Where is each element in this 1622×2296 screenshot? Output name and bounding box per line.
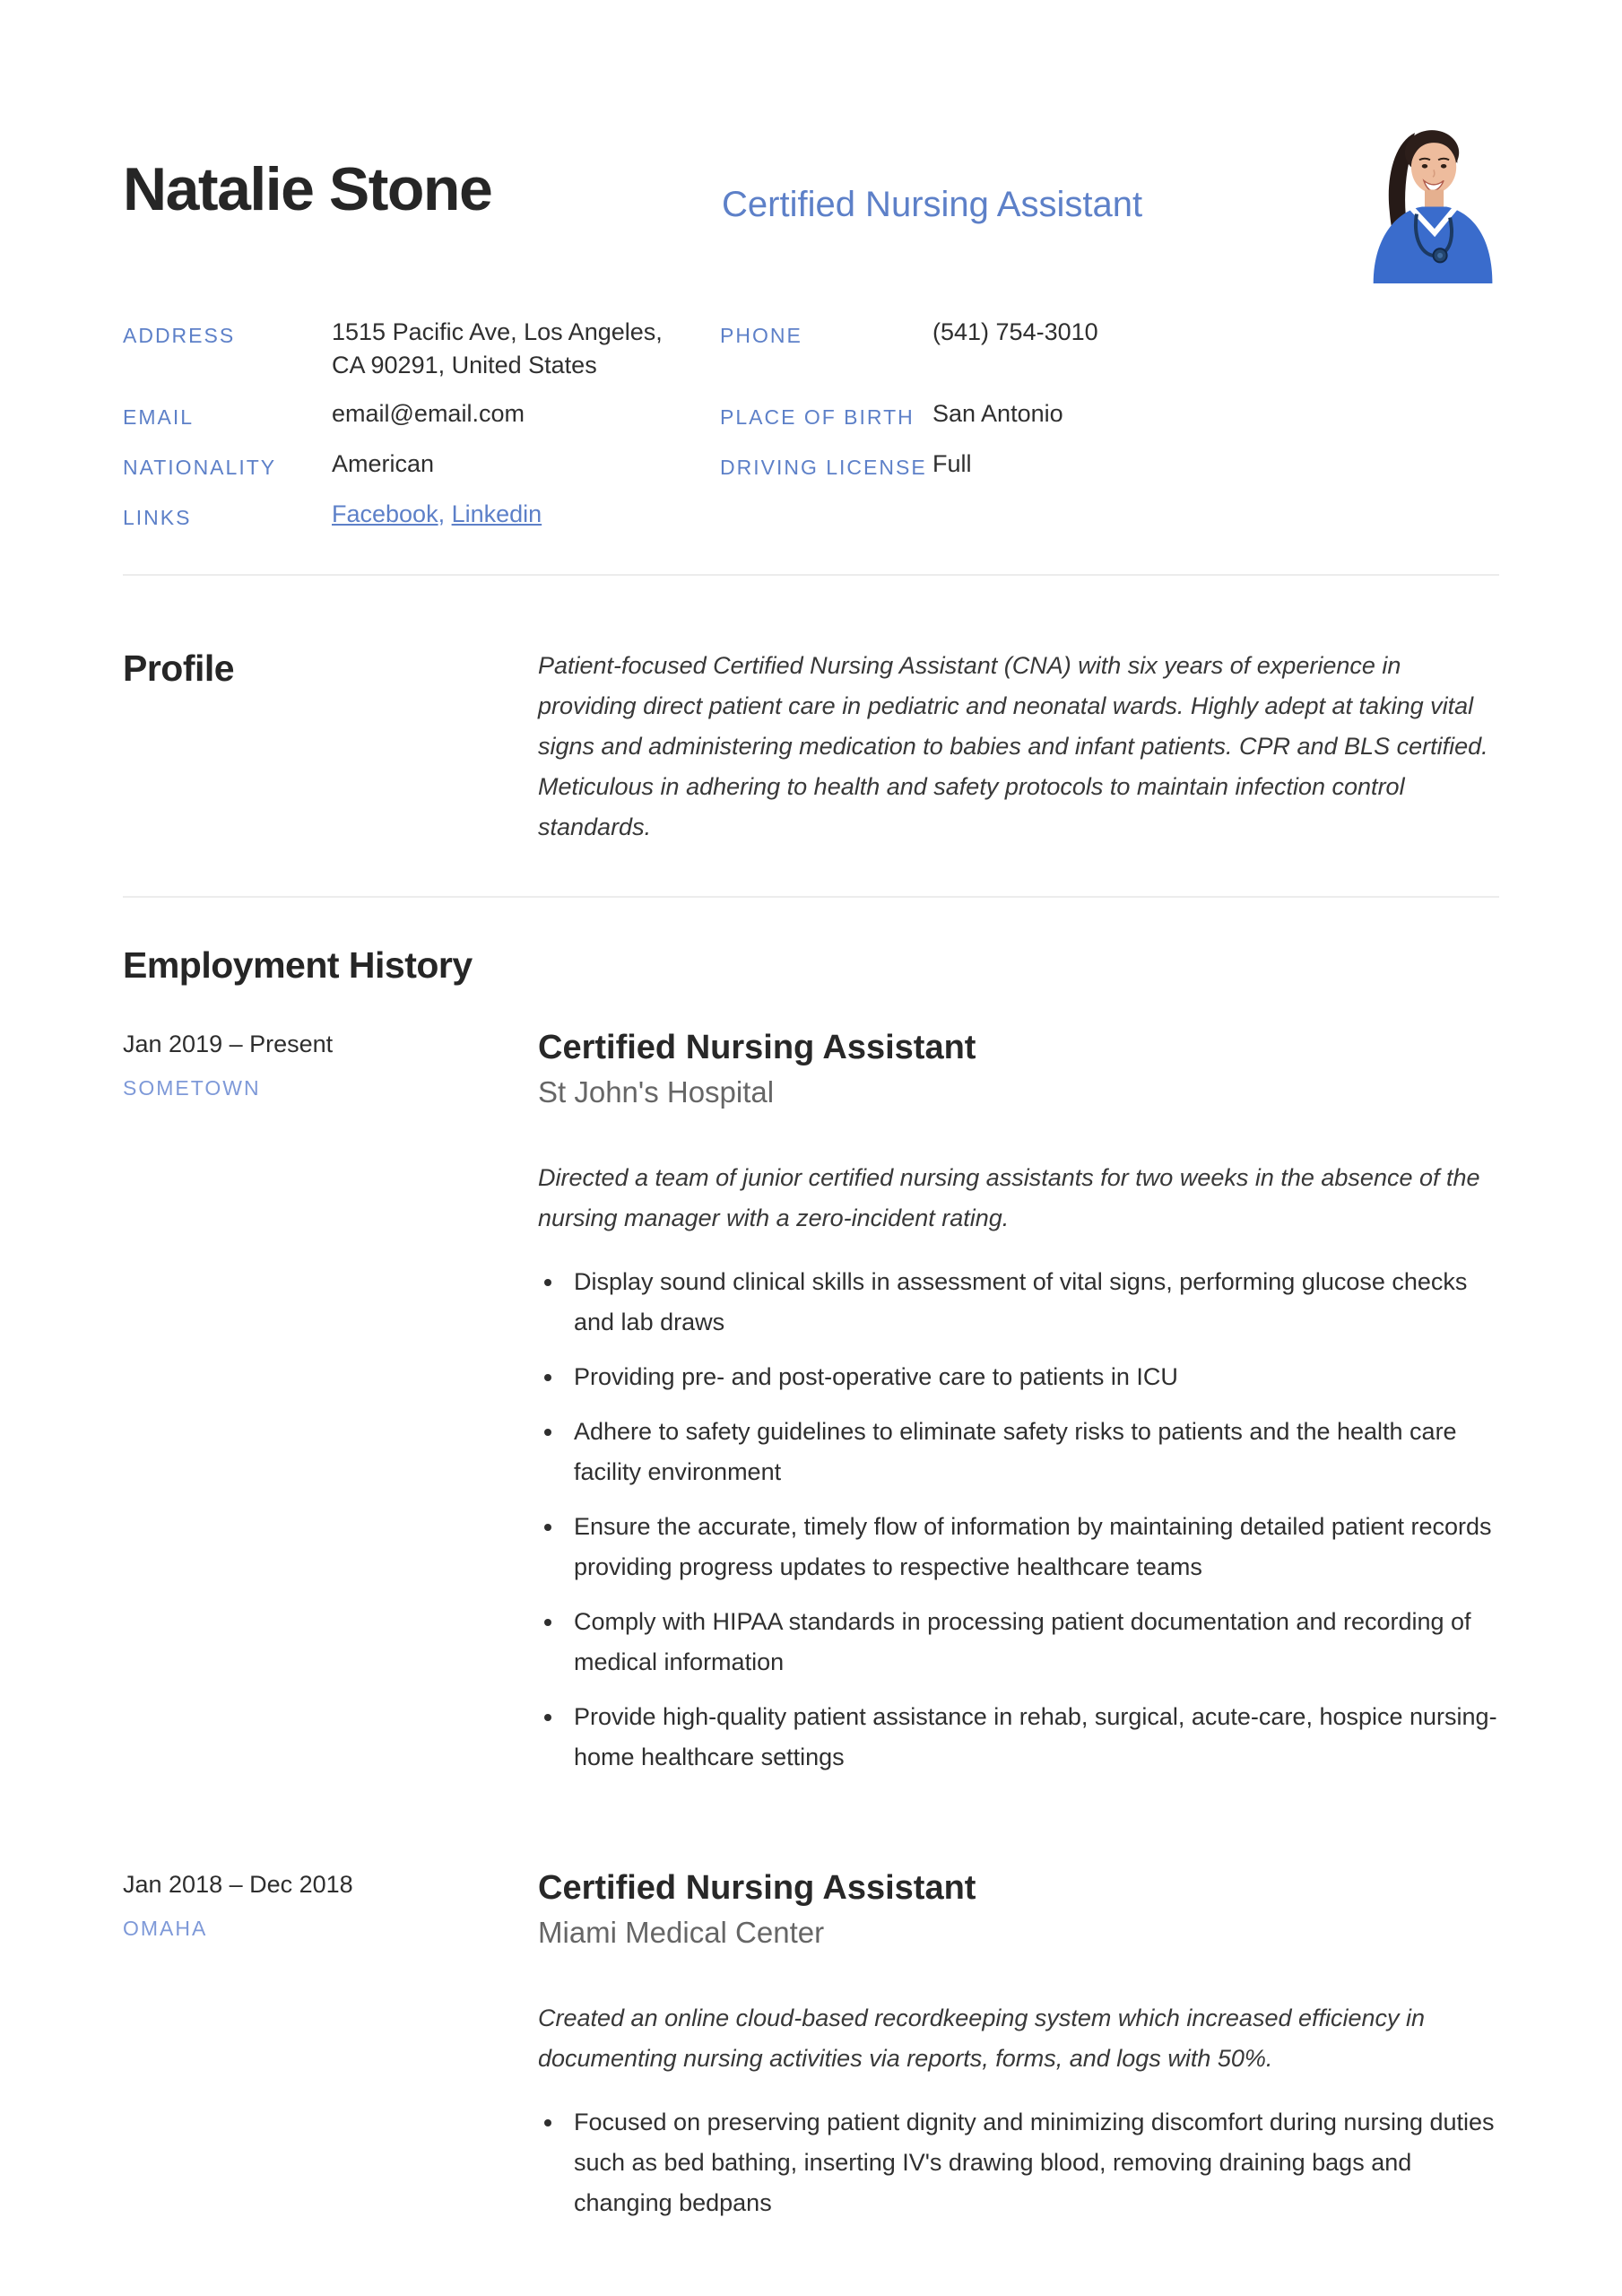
address-label: ADDRESS [123,324,236,347]
place-of-birth-value: San Antonio [932,400,1063,427]
job-bullets [538,2102,1499,2223]
nurse-avatar-illustration [1358,117,1495,283]
linkedin-link[interactable]: Linkedin [451,500,542,527]
job-details [538,1867,1499,2223]
section-divider [123,574,1499,576]
job-bullet: • Focused on preserving patient dignity and minimizing discomfort during nursing duties such as bed bathing, inserting IV's drawing blood, removing draining bags and changing bedpans [565,2102,1499,2223]
job-entry [123,1027,1499,1778]
candidate-job-title: Certified Nursing Assistant [722,185,1143,224]
job-company: Miami Medical Center [538,1916,825,1949]
job-bullet: • Providing pre- and post-operative care to patients in ICU [565,1357,1499,1397]
job-bullet: • Adhere to safety guidelines to eliminate safety risks to patients and the health care facility environment [565,1412,1499,1492]
nationality-value: American [332,450,435,477]
job-dates: Jan 2018 – Dec 2018 [123,1871,353,1898]
phone-value: (541) 754-3010 [932,318,1098,345]
job-summary: Created an online cloud-based recordkeeping system which increased efficiency in documenting nursing activities via reports, forms, and logs with 50%. [538,2005,1426,2072]
driving-license-label: DRIVING LICENSE [720,456,927,479]
job-bullet: • Ensure the accurate, timely flow of information by maintaining detailed patient records providing progress updates to respective healthcare teams [565,1507,1499,1587]
profile-photo [1358,117,1495,283]
job-location: OMAHA [123,1917,208,1940]
job-dates: Jan 2019 – Present [123,1031,334,1057]
job-entry [123,1867,1499,2223]
job-company: St John's Hospital [538,1075,775,1109]
driving-license-value: Full [932,450,972,477]
employment-history-heading: Employment History [123,944,473,986]
job-title: Certified Nursing Assistant [538,1029,976,1066]
facebook-link[interactable]: Facebook [332,500,438,527]
place-of-birth-label: PLACE OF BIRTH [720,405,915,429]
links-separator: , [438,500,452,527]
job-location: SOMETOWN [123,1076,261,1100]
contact-details [123,316,1499,533]
job-bullets [538,1262,1499,1778]
email-value: email@email.com [332,400,525,427]
resume-header [123,0,1499,316]
job-title: Certified Nursing Assistant [538,1869,976,1907]
employment-history-section [123,943,1499,2223]
profile-section [123,646,1499,848]
job-meta [123,1867,538,2223]
nationality-label: NATIONALITY [123,456,277,479]
job-bullet: • Comply with HIPAA standards in processing patient documentation and recording of medical information [565,1602,1499,1683]
job-bullet: • Provide high-quality patient assistance in rehab, surgical, acute-care, hospice nursing-home healthcare settings [565,1697,1499,1778]
job-details [538,1027,1499,1778]
job-summary: Directed a team of junior certified nursing assistants for two weeks in the absence of the nursing manager with a zero-incident rating. [538,1164,1480,1231]
links-value [332,498,720,531]
phone-label: PHONE [720,324,802,347]
email-label: EMAIL [123,405,195,429]
job-bullet: • Display sound clinical skills in assessment of vital signs, performing glucose checks and lab draws [565,1262,1499,1343]
address-value: 1515 Pacific Ave, Los Angeles, CA 90291, United States [332,318,663,378]
links-label: LINKS [123,506,192,529]
profile-text: Patient-focused Certified Nursing Assistant (CNA) with six years of experience in providing direct patient care in pediatric and neonatal wards. Highly adept at taking vital signs and administering medication to babies and infant patients. CPR and BLS certified. Meticulous in adhering to health and safety protocols to maintain infection control standards. [538,652,1488,840]
job-meta [123,1027,538,1778]
section-divider [123,896,1499,898]
profile-heading: Profile [123,648,235,689]
candidate-name: Natalie Stone [123,155,492,223]
